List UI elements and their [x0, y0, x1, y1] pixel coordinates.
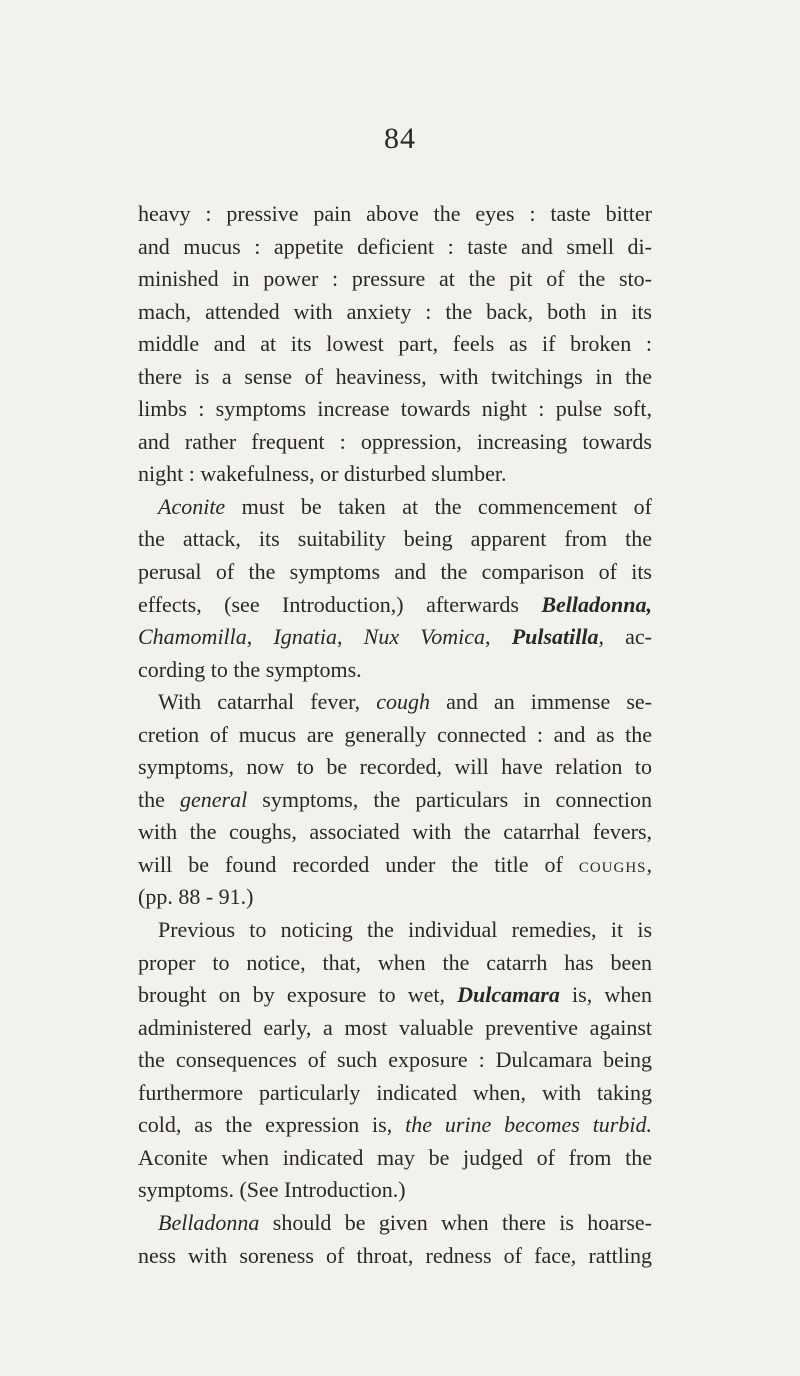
text-segment: perusal of the symptoms and the comparison of its [138, 559, 652, 585]
text-segment: , ac- [598, 624, 652, 650]
text-line [138, 849, 652, 882]
text-line [138, 1207, 652, 1240]
text-line [138, 263, 652, 296]
text-segment: , [646, 851, 652, 877]
text-line [138, 947, 652, 980]
text-segment: Belladonna, [541, 591, 652, 617]
text-segment: is, when [559, 982, 652, 1008]
text-segment: symptoms, the particulars in connection [247, 786, 652, 812]
text-line [138, 686, 652, 719]
text-line [138, 784, 652, 817]
text-line [138, 1077, 652, 1110]
text-segment: (pp. 88 - 91.) [138, 884, 254, 910]
text-line [138, 523, 652, 556]
text-line [138, 1012, 652, 1045]
text-segment: the urine becomes turbid. [405, 1112, 652, 1138]
text-line [138, 979, 652, 1012]
text-line [138, 426, 652, 459]
text-segment: Pulsatilla [511, 624, 599, 650]
text-line [138, 719, 652, 752]
text-line [138, 328, 652, 361]
text-segment: heavy : pressive pain above the eyes : taste bitter [138, 201, 652, 226]
text-segment: ness with soreness of throat, redness of face, rattling [138, 1242, 652, 1268]
text-segment: brought on by exposure to wet, [138, 982, 458, 1008]
text-segment: symptoms, now to be recorded, will have relation to [138, 754, 652, 780]
text-segment: proper to notice, that, when the catarrh has been [138, 949, 652, 975]
body-text [138, 198, 652, 1272]
text-segment: cough [376, 689, 430, 715]
text-segment: Aconite when indicated may be judged of from the [138, 1144, 652, 1170]
text-segment: Nux Vomica [363, 624, 486, 650]
text-segment: with the coughs, associated with the catarrhal fevers, [138, 819, 652, 845]
text-segment: should be given when there is hoarse- [259, 1209, 652, 1235]
text-segment: night : wakefulness, or disturbed slumber. [138, 461, 507, 487]
text-line [138, 556, 652, 589]
text-segment: and an immense se- [429, 689, 652, 715]
text-segment: minished in power : pressure at the pit of the sto- [138, 266, 652, 292]
text-line [138, 1044, 652, 1077]
text-segment: Belladonna [158, 1209, 260, 1235]
text-segment: cording to the symptoms. [138, 656, 362, 682]
text-segment: the attack, its suitability being apparent from the [138, 526, 652, 552]
text-segment: coughs [578, 851, 647, 877]
text-segment: Previous to noticing the individual remedies, it is [158, 917, 652, 943]
text-line [138, 621, 652, 654]
text-line [138, 914, 652, 947]
text-segment: cold, as the expression is, [138, 1112, 406, 1138]
text-segment: cretion of mucus are generally connected : and as the [138, 721, 652, 747]
text-line [138, 589, 652, 622]
text-line [138, 361, 652, 394]
text-segment: must be taken at the commencement of [225, 493, 652, 519]
text-segment: will be found recorded under the title of [138, 851, 579, 877]
text-line [138, 751, 652, 784]
text-line [138, 458, 652, 491]
text-segment: , [485, 624, 512, 650]
text-line [138, 1142, 652, 1175]
text-line [138, 881, 652, 914]
text-segment: , [246, 624, 274, 650]
text-segment: the [138, 786, 180, 812]
text-segment: furthermore particularly indicated when, with taking [138, 1079, 652, 1105]
text-segment: middle and at its lowest part, feels as if broken : [138, 331, 652, 357]
page-number: 84 [384, 122, 416, 155]
text-line [138, 816, 652, 849]
text-segment: mach, attended with anxiety : the back, both in its [138, 298, 652, 324]
text-line [138, 296, 652, 329]
text-segment: and mucus : appetite deficient : taste and smell di- [138, 233, 652, 259]
text-segment: general [179, 786, 248, 812]
text-segment: symptoms. (See Introduction.) [138, 1177, 406, 1203]
text-segment: the consequences of such exposure : Dulcamara being [138, 1047, 652, 1073]
text-line [138, 1109, 652, 1142]
text-line [138, 1240, 652, 1273]
text-segment: Dulcamara [457, 982, 560, 1008]
text-segment: limbs : symptoms increase towards night : pulse soft, [138, 396, 652, 422]
text-segment: and rather frequent : oppression, increasing towards [138, 428, 652, 454]
text-line [138, 654, 652, 687]
text-segment: effects, (see Introduction,) afterwards [138, 591, 542, 617]
text-segment: there is a sense of heaviness, with twitchings in the [138, 363, 652, 389]
text-segment: Ignatia [273, 624, 338, 650]
text-segment: administered early, a most valuable preventive against [138, 1014, 652, 1040]
text-segment: With catarrhal fever, [158, 689, 377, 715]
text-line [138, 491, 652, 524]
text-segment: Chamomilla [138, 624, 247, 650]
text-line [138, 393, 652, 426]
text-line [138, 231, 652, 264]
text-segment: , [337, 624, 364, 650]
text-line [138, 1174, 652, 1207]
text-line [138, 198, 652, 231]
text-segment: Aconite [158, 493, 226, 519]
